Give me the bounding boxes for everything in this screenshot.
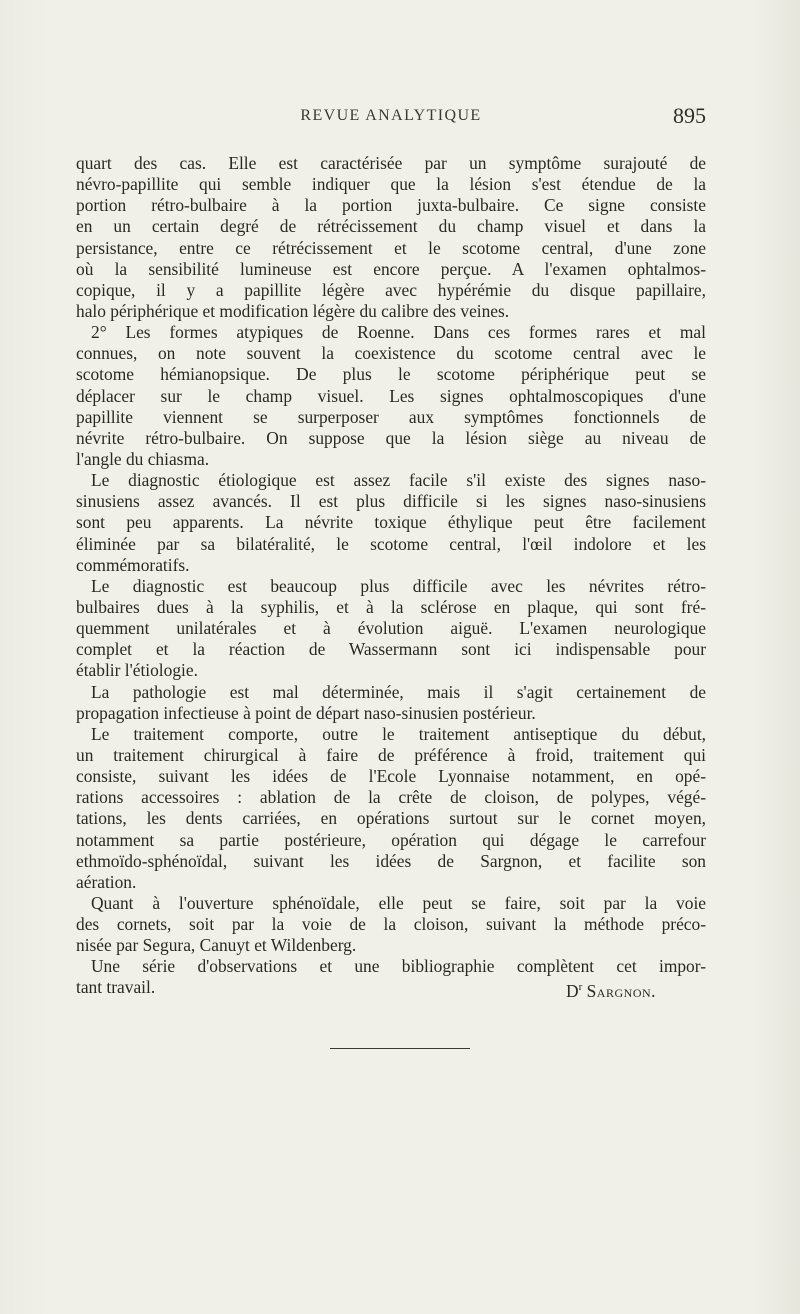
page-header [76, 103, 706, 133]
text-line: où la sensibilité lumineuse est encore perçue. A l'examen ophtalmos- [76, 258, 706, 279]
text-line: quemment unilatérales et à évolution aiguë. L'examen neurologique [76, 618, 706, 639]
text-line: papillite viennent se surperposer aux symptômes fonctionnels de [76, 406, 706, 427]
paragraph [76, 322, 706, 470]
text-line: sont peu apparents. La névrite toxique éthylique peut être facilement [76, 512, 706, 533]
text-line: ethmoïdo-sphénoïdal, suivant les idées de Sargnon, et facilite son [76, 850, 706, 871]
text-line: établir l'étiologie. [76, 660, 198, 681]
text-line: Quant à l'ouverture sphénoïdale, elle peut se faire, soit par la voie [91, 892, 706, 913]
paragraph [76, 724, 706, 893]
text-line: sinusiens assez avancés. Il est plus difficile si les signes naso-sinusiens [76, 491, 706, 512]
text-line: rations accessoires : ablation de la crête de cloison, de polypes, végé- [76, 787, 706, 808]
text-line: halo périphérique et modification légère du calibre des veines. [76, 300, 510, 321]
text-line: Le diagnostic étiologique est assez facile s'il existe des signes naso- [91, 470, 706, 491]
text-line: portion rétro-bulbaire à la portion juxta-bulbaire. Ce signe consiste [76, 195, 706, 216]
paragraph [76, 470, 706, 576]
text-line: consiste, suivant les idées de l'Ecole Lyonnaise notamment, en opé- [76, 766, 706, 787]
text-line: copique, il y a papillite légère avec hypérémie du disque papillaire, [76, 279, 706, 300]
text-line: Le traitement comporte, outre le traitement antiseptique du début, [91, 723, 706, 744]
text-line: complet et la réaction de Wassermann sont ici indispensable pour [76, 639, 706, 660]
text-line: scotome hémianopsique. De plus le scotome périphérique peut se [76, 364, 706, 385]
text-line: névrite rétro-bulbaire. On suppose que la lésion siège au niveau de [76, 427, 706, 448]
text-line: bulbaires dues à la syphilis, et à la sclérose en plaque, qui sont fré- [76, 596, 706, 617]
text-line: commémoratifs. [76, 554, 190, 575]
text-line: névro-papillite qui semble indiquer que la lésion s'est étendue de la [76, 174, 706, 195]
text-line: connues, on note souvent la coexistence du scotome central avec le [76, 343, 706, 364]
paragraph [76, 893, 706, 956]
paragraph [76, 682, 706, 724]
text-line: 2° Les formes atypiques de Roenne. Dans ces formes rares et mal [91, 322, 706, 343]
text-line: en un certain degré de rétrécissement du champ visuel et dans la [76, 216, 706, 237]
signature-sup: r [578, 981, 583, 994]
text-line: des cornets, soit par la voie de la cloison, suivant la méthode préco- [76, 914, 706, 935]
signature-prefix: D [566, 981, 579, 1002]
paragraph [76, 153, 706, 322]
text-line: nisée par Segura, Canuyt et Wildenberg. [76, 935, 357, 956]
paragraph [76, 956, 706, 977]
text-line: La pathologie est mal déterminée, mais il s'agit certainement de [91, 681, 706, 702]
text-line: persistance, entre ce rétrécissement et le scotome central, d'une zone [76, 237, 706, 258]
text-line: déplacer sur le champ visuel. Les signes ophtalmoscopiques d'une [76, 385, 706, 406]
page-number: 895 [673, 103, 706, 128]
text-line: quart des cas. Elle est caractérisée par un symptôme surajouté de [76, 153, 706, 173]
paragraph [76, 576, 706, 682]
text-line: propagation infectieuse à point de départ naso-sinusien postérieur. [76, 702, 536, 723]
text-line: un traitement chirurgical à faire de préférence à froid, traitement qui [76, 744, 706, 765]
author-signature [566, 977, 706, 1002]
text-line: aération. [76, 871, 137, 892]
text-line: tations, les dents carriées, en opérations surtout sur le cornet moyen, [76, 808, 706, 829]
closing-text: tant travail. [76, 977, 156, 998]
text-line: Une série d'observations et une bibliographie complètent cet impor- [91, 956, 706, 977]
text-line: l'angle du chiasma. [76, 448, 210, 469]
closing-line [76, 977, 706, 1002]
signature-name: Sargnon. [586, 981, 656, 1002]
article-body [76, 153, 706, 1002]
text-line: éliminée par sa bilatéralité, le scotome central, l'œil indolore et les [76, 533, 706, 554]
text-line: notamment sa partie postérieure, opération qui dégage le carrefour [76, 829, 706, 850]
end-rule [330, 1048, 470, 1049]
running-title: REVUE ANALYTIQUE [300, 107, 482, 124]
text-line: Le diagnostic est beaucoup plus difficile avec les névrites rétro- [91, 575, 706, 596]
